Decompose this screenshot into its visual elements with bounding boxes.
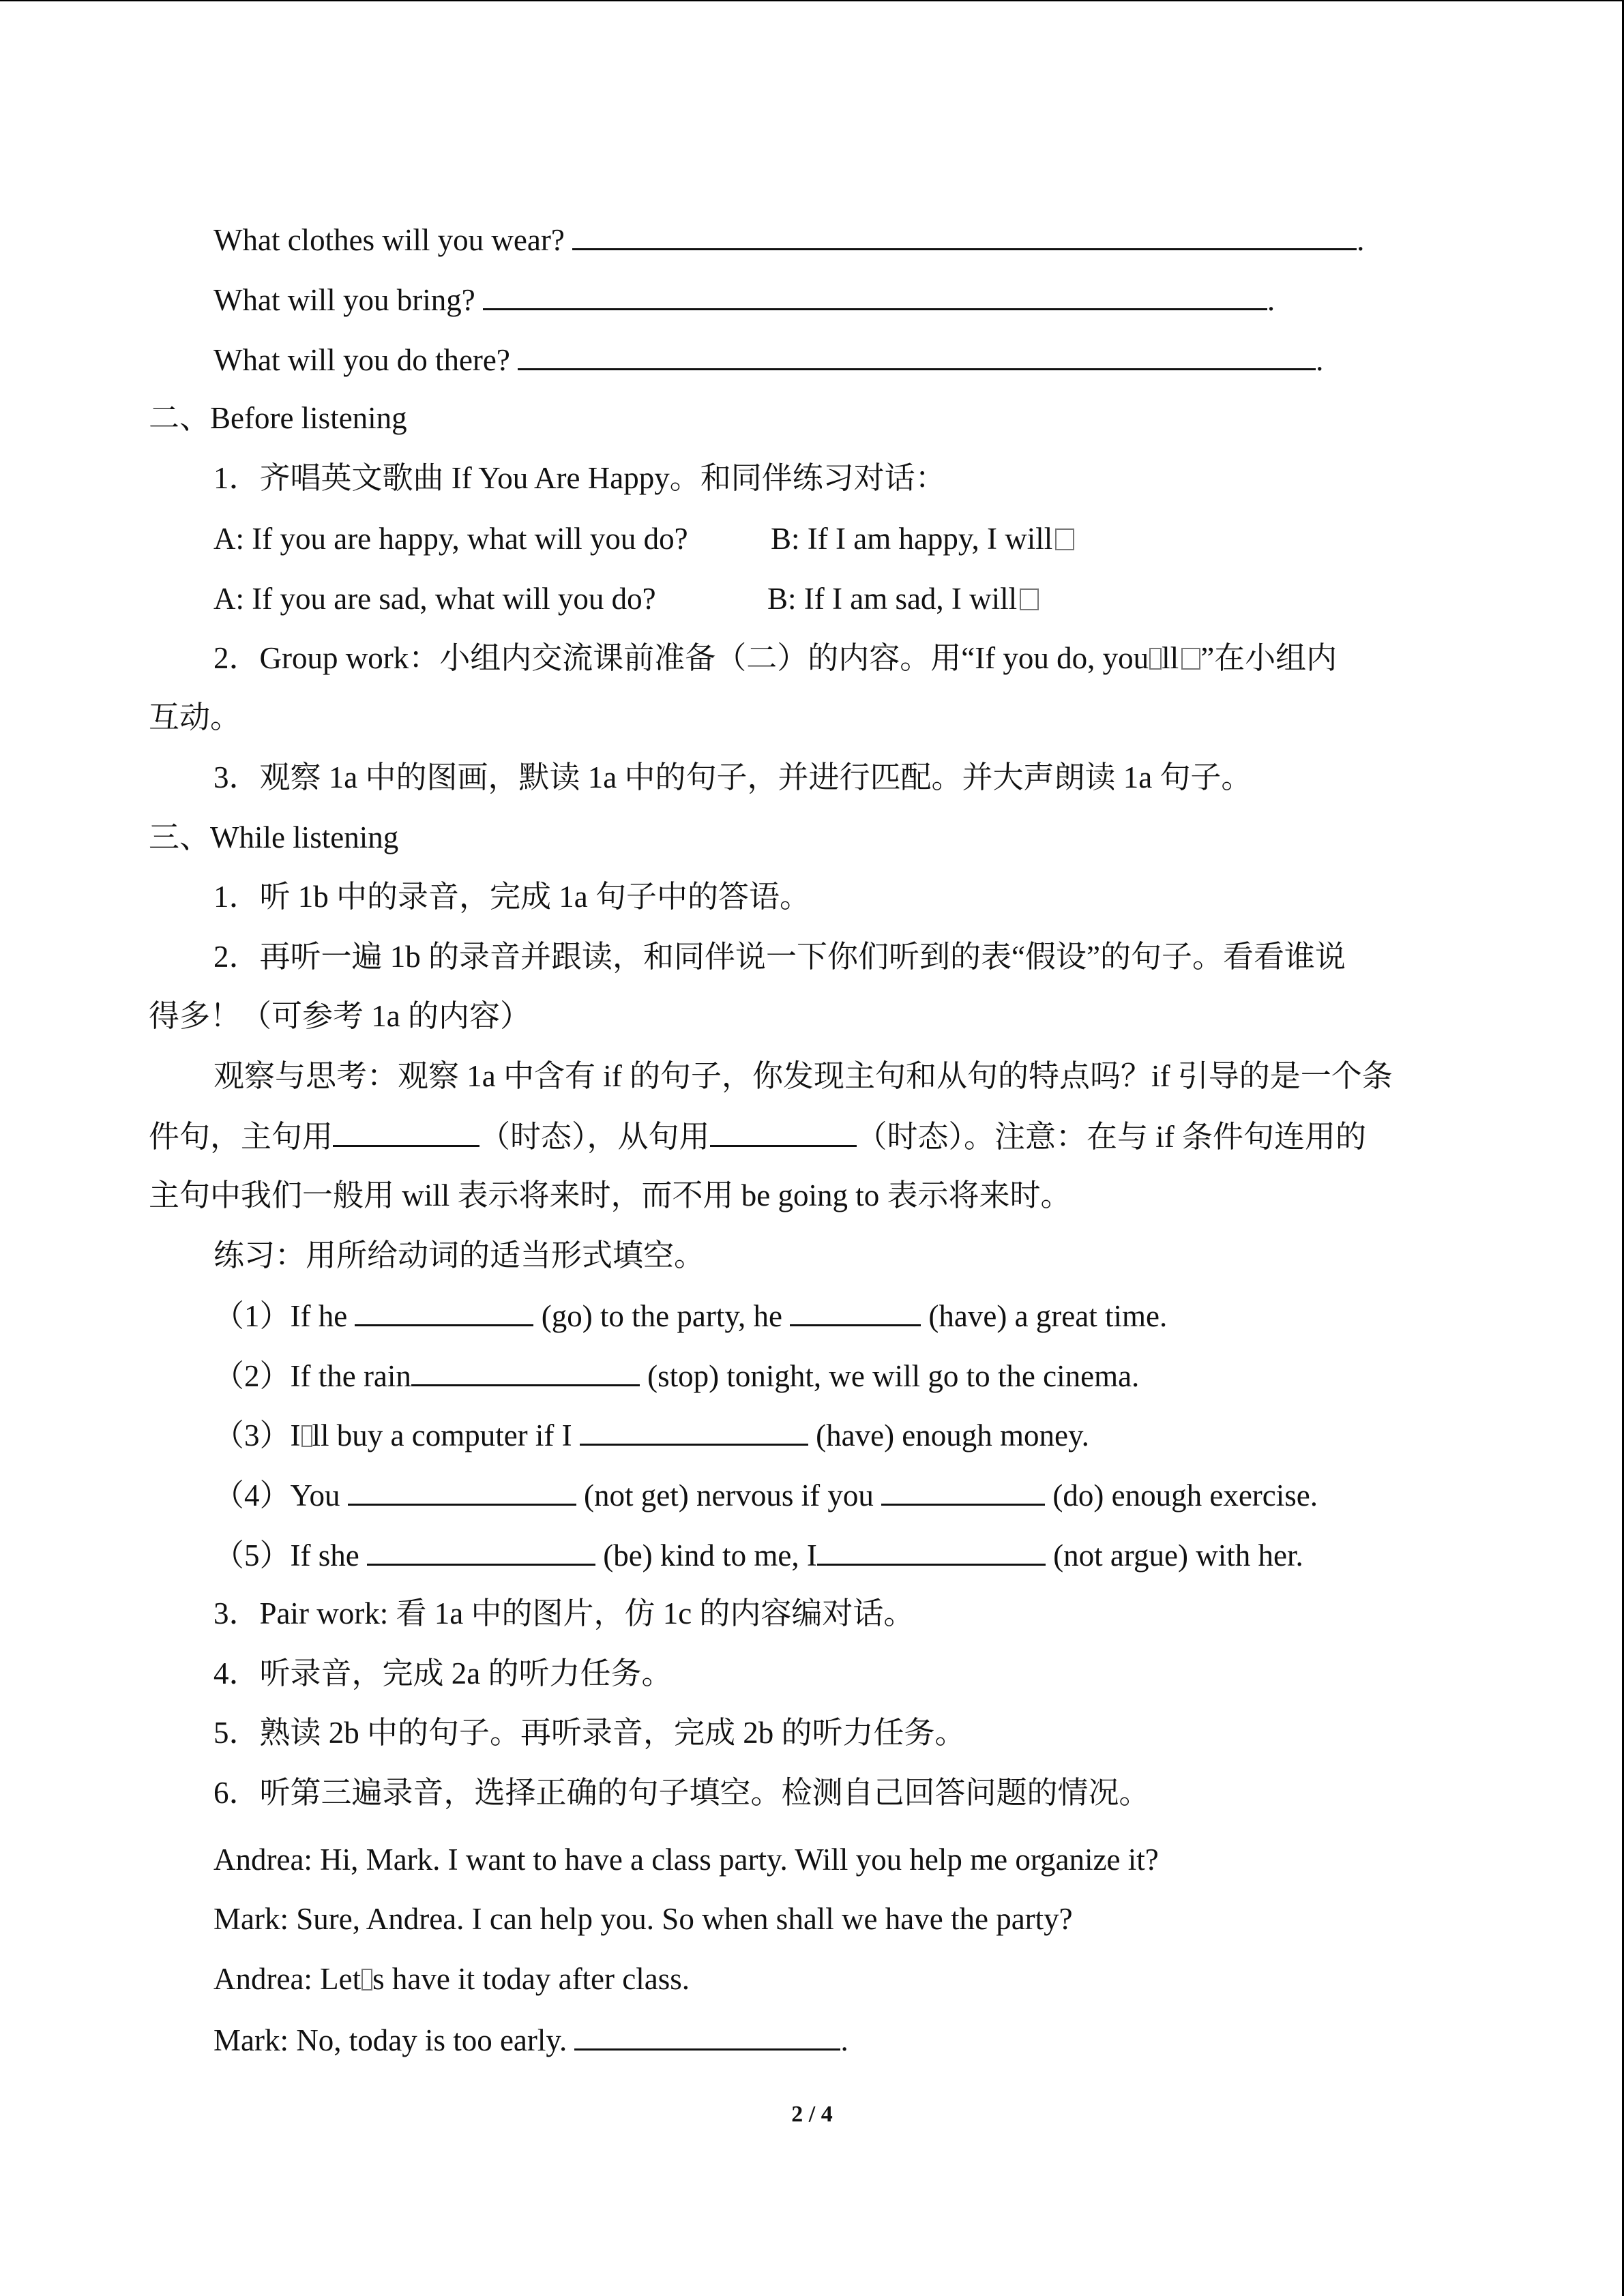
dialogue-line-2: Mark: Sure, Andrea. I can help you. So when shall we have the party? bbox=[213, 1902, 1073, 1936]
exercise-blank[interactable] bbox=[367, 1534, 595, 1566]
exercise-blank[interactable] bbox=[580, 1414, 808, 1446]
missing-glyph-icon bbox=[361, 1969, 372, 1991]
exercise-3: （3）I ll buy a computer if I (have) enough money. bbox=[213, 1414, 1089, 1456]
observe-think-line1: 观察与思考：观察 1a 中含有 if 的句子，你发现主句和从句的特点吗？if 引导的是一个条 bbox=[213, 1059, 1393, 1093]
observe-think-line2: 件句，主句用 （时态），从句用 （时态）。注意：在与 if 条件句连用的 bbox=[149, 1115, 1366, 1157]
exercise-1: （1）If he (go) to the party, he (have) a great time. bbox=[213, 1294, 1167, 1337]
exercise-blank[interactable] bbox=[355, 1294, 533, 1326]
task-listen-third: 6．听第三遍录音，选择正确的句子填空。检测自己回答问题的情况。 bbox=[213, 1776, 1150, 1810]
tense-blank-clause[interactable] bbox=[710, 1115, 857, 1147]
answer-blank[interactable] bbox=[483, 278, 1267, 310]
exercise-blank[interactable] bbox=[348, 1474, 576, 1506]
page-number: 2 / 4 bbox=[791, 2102, 833, 2127]
dialogue-line-3: Andrea: Let s have it today after class. bbox=[213, 1962, 690, 1996]
dialogue-blank[interactable] bbox=[574, 2018, 840, 2051]
question-clothes: What clothes will you wear? . bbox=[213, 218, 1364, 260]
missing-glyph-icon bbox=[1149, 648, 1162, 670]
task-read-2b: 5．熟读 2b 中的句子。再听录音，完成 2b 的听力任务。 bbox=[213, 1716, 966, 1750]
dialogue-happy-question: A: If you are happy, what will you do? bbox=[213, 522, 688, 556]
task-observe-pictures: 3．观察 1a 中的图画，默读 1a 中的句子，并进行匹配。并大声朗读 1a 句子。 bbox=[213, 760, 1252, 794]
task-group-work: 2．Group work：小组内交流课前准备（二）的内容。用“If you do, you ll ”在小组内 bbox=[213, 641, 1338, 675]
tense-blank-main[interactable] bbox=[333, 1115, 479, 1147]
question-do-there: What will you do there? . bbox=[213, 338, 1323, 381]
task-listen-1b: 1．听 1b 中的录音，完成 1a 句子中的答语。 bbox=[213, 880, 810, 914]
dialogue-line-4: Mark: No, today is too early. . bbox=[213, 2018, 848, 2061]
dialogue-happy-answer: B: If I am happy, I will bbox=[771, 518, 1074, 559]
top-border bbox=[0, 0, 1624, 1]
exercise-4: （4）You (not get) nervous if you (do) enough exercise. bbox=[213, 1474, 1318, 1516]
missing-glyph-icon bbox=[301, 1425, 312, 1447]
exercise-blank[interactable] bbox=[411, 1354, 640, 1386]
exercise-5: （5）If she (be) kind to me, I (not argue) with her. bbox=[213, 1534, 1303, 1576]
dialogue-sad-question: A: If you are sad, what will you do? bbox=[213, 582, 656, 616]
task-pair-work: 3．Pair work: 看 1a 中的图片，仿 1c 的内容编对话。 bbox=[213, 1596, 915, 1630]
dialogue-line-1: Andrea: Hi, Mark. I want to have a class party. Will you help me organize it? bbox=[213, 1843, 1159, 1877]
practice-title: 练习：用所给动词的适当形式填空。 bbox=[213, 1238, 705, 1272]
task-group-work-cont: 互动。 bbox=[149, 700, 241, 734]
exercise-blank[interactable] bbox=[817, 1534, 1046, 1566]
task-listen-again-cont: 得多！（可参考 1a 的内容） bbox=[149, 999, 531, 1033]
task-listen-again: 2．再听一遍 1b 的录音并跟读，和同伴说一下你们听到的表“假设”的句子。看看谁说 bbox=[213, 940, 1346, 974]
exercise-blank[interactable] bbox=[790, 1294, 921, 1326]
missing-glyph-icon bbox=[1181, 648, 1200, 670]
task-sing-song: 1．齐唱英文歌曲 If You Are Happy。和同伴练习对话： bbox=[213, 461, 946, 495]
question-bring: What will you bring? . bbox=[213, 278, 1275, 320]
section-heading-while-listening: 三、While listening bbox=[149, 820, 399, 854]
answer-blank[interactable] bbox=[572, 218, 1357, 250]
task-listen-2a: 4．听录音，完成 2a 的听力任务。 bbox=[213, 1656, 673, 1690]
exercise-blank[interactable] bbox=[881, 1474, 1045, 1506]
dialogue-sad-answer: B: If I am sad, I will bbox=[767, 578, 1039, 619]
exercise-2: （2）If the rain (stop) tonight, we will go to the cinema. bbox=[213, 1354, 1139, 1397]
missing-glyph-icon bbox=[1020, 588, 1039, 610]
missing-glyph-icon bbox=[1055, 528, 1074, 550]
answer-blank[interactable] bbox=[518, 338, 1316, 370]
observe-think-line3: 主句中我们一般用 will 表示将来时，而不用 be going to 表示将来时。 bbox=[149, 1178, 1072, 1212]
section-heading-before-listening: 二、Before listening bbox=[149, 401, 407, 435]
